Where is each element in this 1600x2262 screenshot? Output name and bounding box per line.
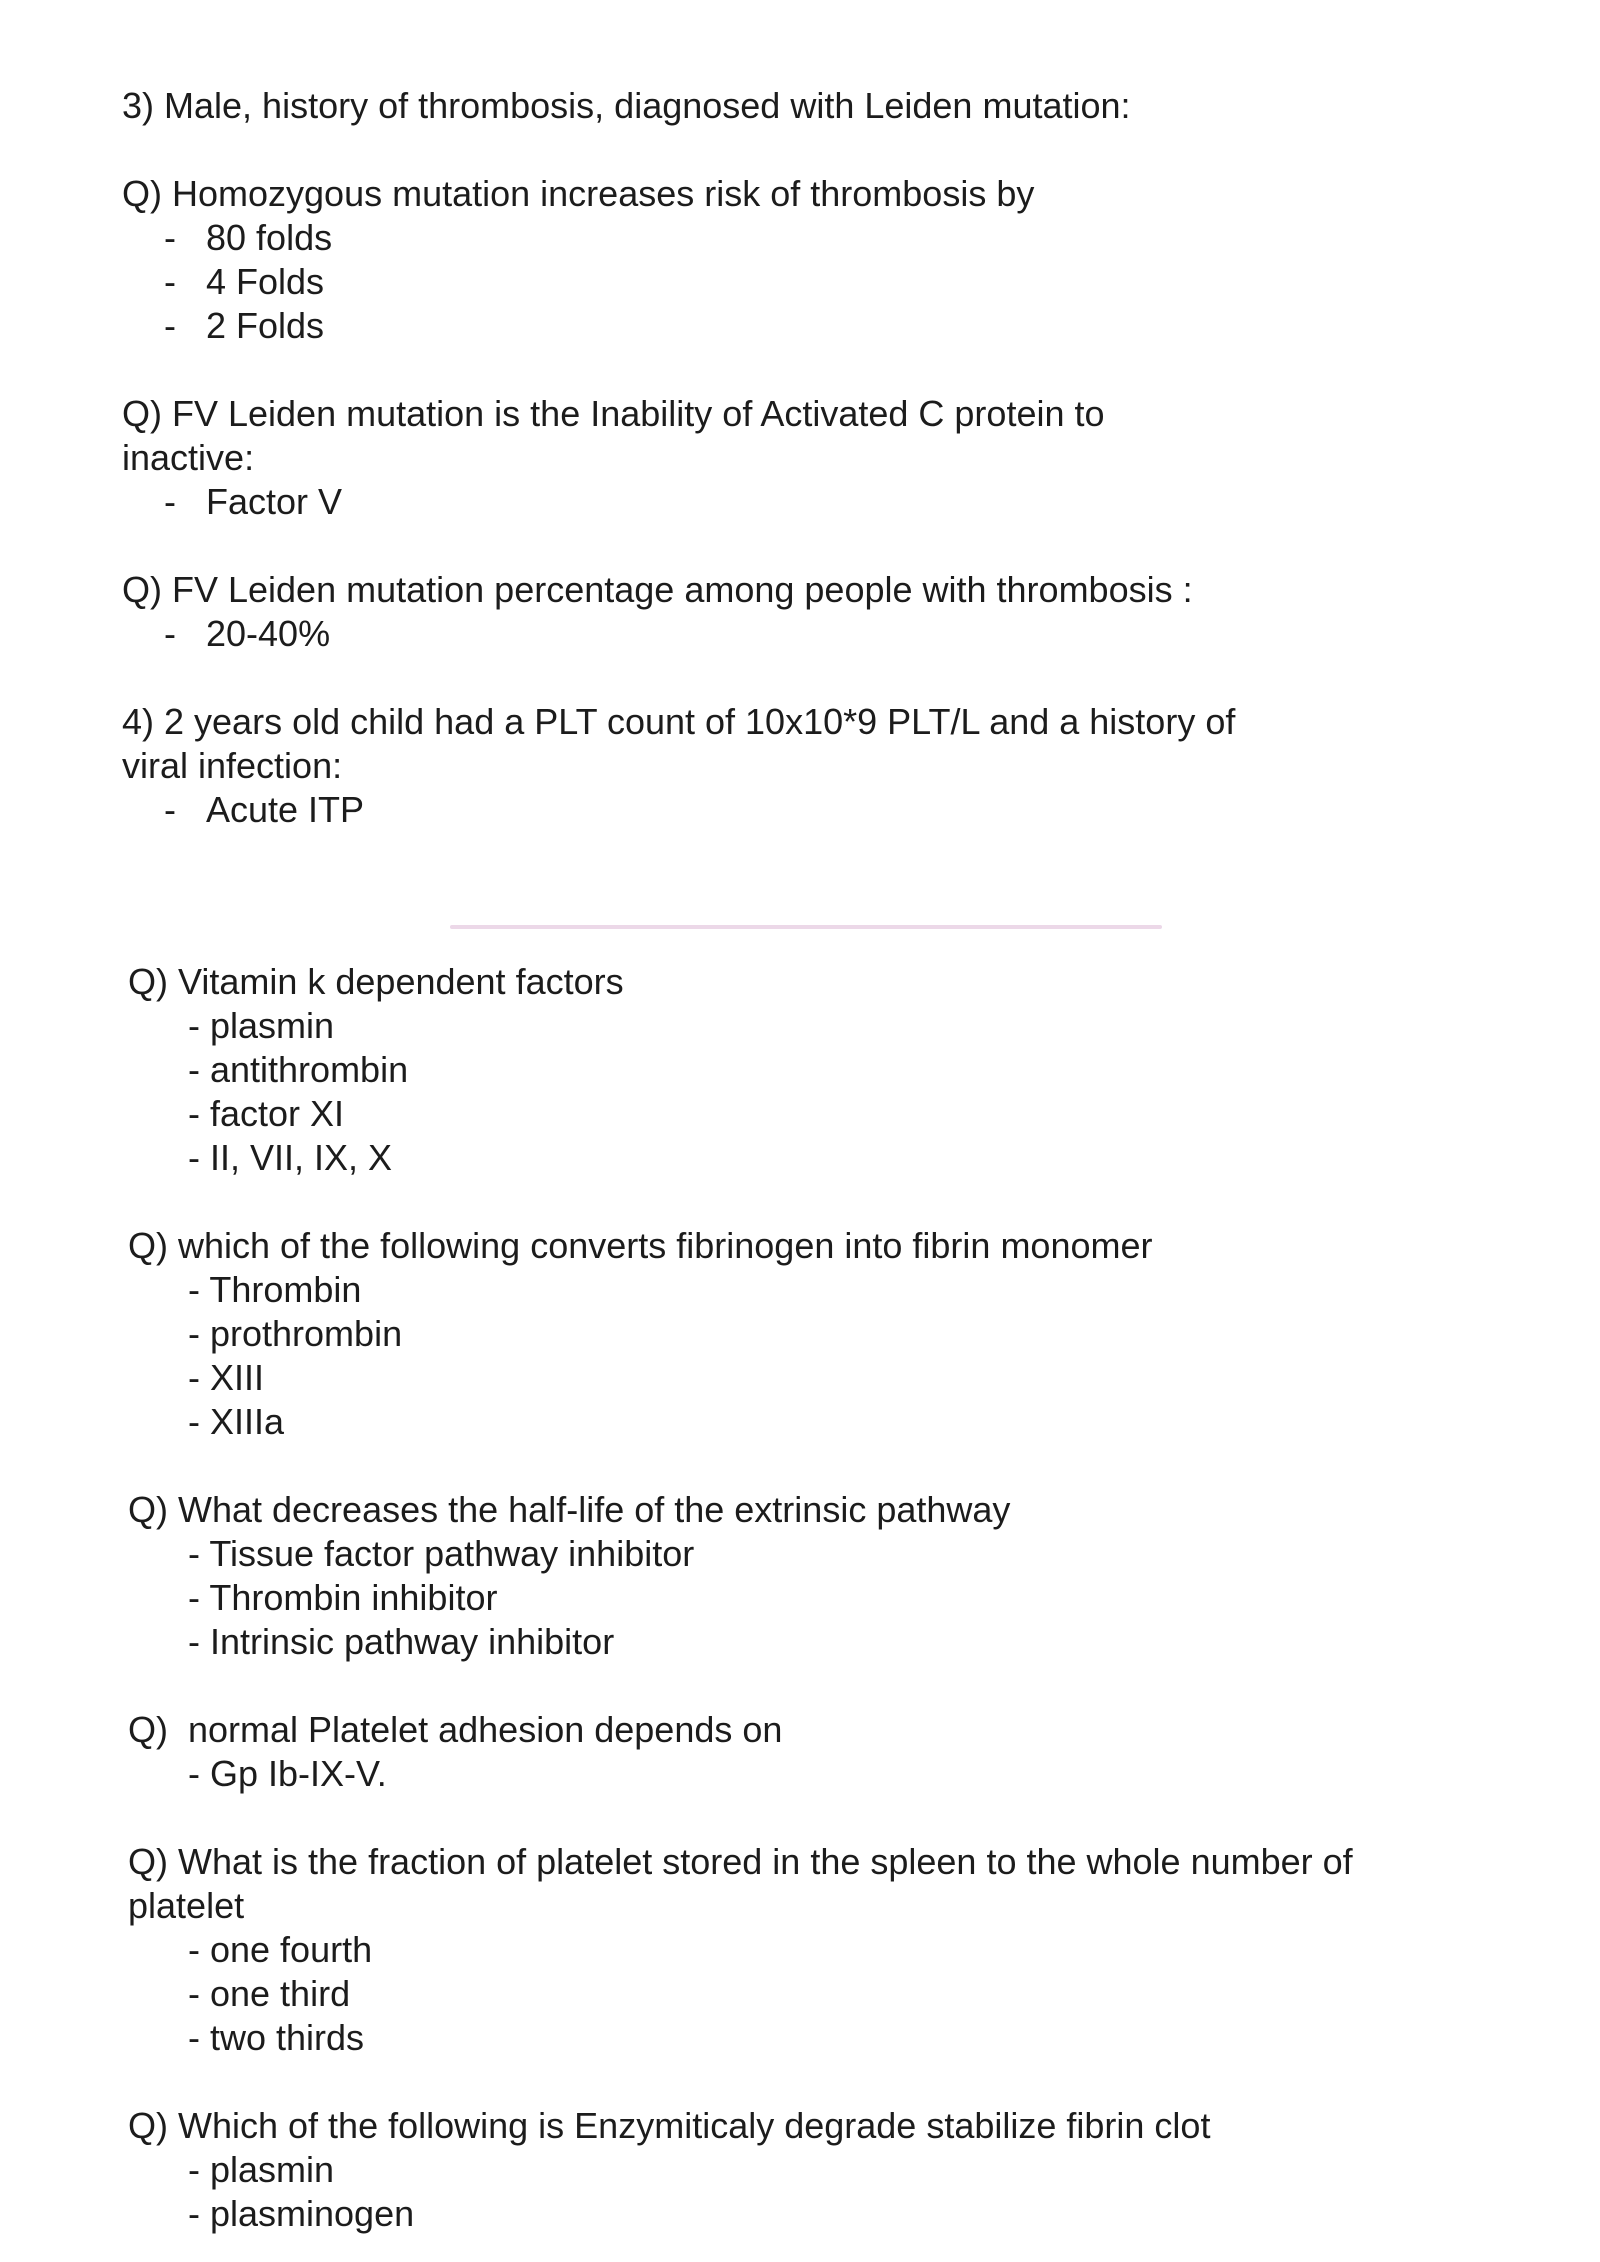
option-item: - Factor V: [164, 480, 1502, 524]
option-item: - antithrombin: [188, 1049, 409, 1090]
case-block-4: [122, 700, 1502, 832]
option-item: - XIIIa: [188, 1401, 285, 1442]
question-block: [128, 2104, 1508, 2236]
option-item: - Intrinsic pathway inhibitor: [188, 1621, 615, 1662]
question-block: [128, 1708, 1508, 1796]
option-item: - plasminogen: [188, 2193, 415, 2234]
question-block: [122, 392, 1502, 524]
option-item: - 80 folds: [164, 216, 1502, 260]
question-block: [122, 172, 1502, 348]
option-list: [128, 1928, 1508, 2060]
question-text: Q) Vitamin k dependent factors: [128, 961, 624, 1002]
option-item: - Thrombin inhibitor: [188, 1577, 498, 1618]
question-text: Q) What decreases the half-life of the extrinsic pathway: [128, 1489, 1011, 1530]
question-text: Q) What is the fraction of platelet stored in the spleen to the whole number of platelet: [128, 1841, 1353, 1926]
option-item: - Acute ITP: [164, 788, 1502, 832]
question-text: Q) which of the following converts fibrinogen into fibrin monomer: [128, 1225, 1153, 1266]
option-item: - 20-40%: [164, 612, 1502, 656]
question-block: [128, 1224, 1508, 1444]
section-leiden-itp: [122, 84, 1502, 832]
option-item: - II, VII, IX, X: [188, 1137, 393, 1178]
option-item: - factor XI: [188, 1093, 345, 1134]
question-text: Q) Homozygous mutation increases risk of thrombosis by: [122, 173, 1035, 214]
option-item: - 4 Folds: [164, 260, 1502, 304]
option-item: - 2 Folds: [164, 304, 1502, 348]
option-list: [122, 480, 1502, 524]
option-item: - plasmin: [188, 2149, 335, 2190]
question-text: Q) normal Platelet adhesion depends on: [128, 1709, 783, 1750]
option-item: - plasmin: [188, 1005, 335, 1046]
option-item: - Gp Ib-IX-V.: [188, 1753, 387, 1794]
question-block: [122, 568, 1502, 656]
question-block: [128, 1840, 1508, 2060]
option-list: [128, 1268, 1508, 1444]
option-list: [122, 788, 1502, 832]
option-item: - Thrombin: [188, 1269, 362, 1310]
option-list: [128, 2148, 1508, 2236]
option-list: [122, 216, 1502, 348]
section-hemostasis-questions: [128, 960, 1508, 2236]
question-block: [128, 1488, 1508, 1664]
option-list: [122, 612, 1502, 656]
option-list: [128, 1532, 1508, 1664]
question-text: Q) Which of the following is Enzymiticaly degrade stabilize fibrin clot: [128, 2105, 1211, 2146]
question-text: Q) FV Leiden mutation is the Inability of Activated C protein to inactive:: [122, 393, 1105, 478]
option-list: [128, 1004, 1508, 1180]
option-list: [128, 1752, 1508, 1796]
section-divider: [450, 925, 1162, 929]
case-heading-3: 3) Male, history of thrombosis, diagnosed with Leiden mutation:: [122, 85, 1131, 126]
case-heading-4: 4) 2 years old child had a PLT count of 10x10*9 PLT/L and a history of viral infection:: [122, 701, 1236, 786]
question-text: Q) FV Leiden mutation percentage among people with thrombosis :: [122, 569, 1193, 610]
option-item: - prothrombin: [188, 1313, 403, 1354]
option-item: - XIII: [188, 1357, 265, 1398]
question-block: [128, 960, 1508, 1180]
option-item: - two thirds: [188, 2017, 365, 2058]
option-item: - one third: [188, 1973, 351, 2014]
option-item: - Tissue factor pathway inhibitor: [188, 1533, 695, 1574]
option-item: - one fourth: [188, 1929, 373, 1970]
